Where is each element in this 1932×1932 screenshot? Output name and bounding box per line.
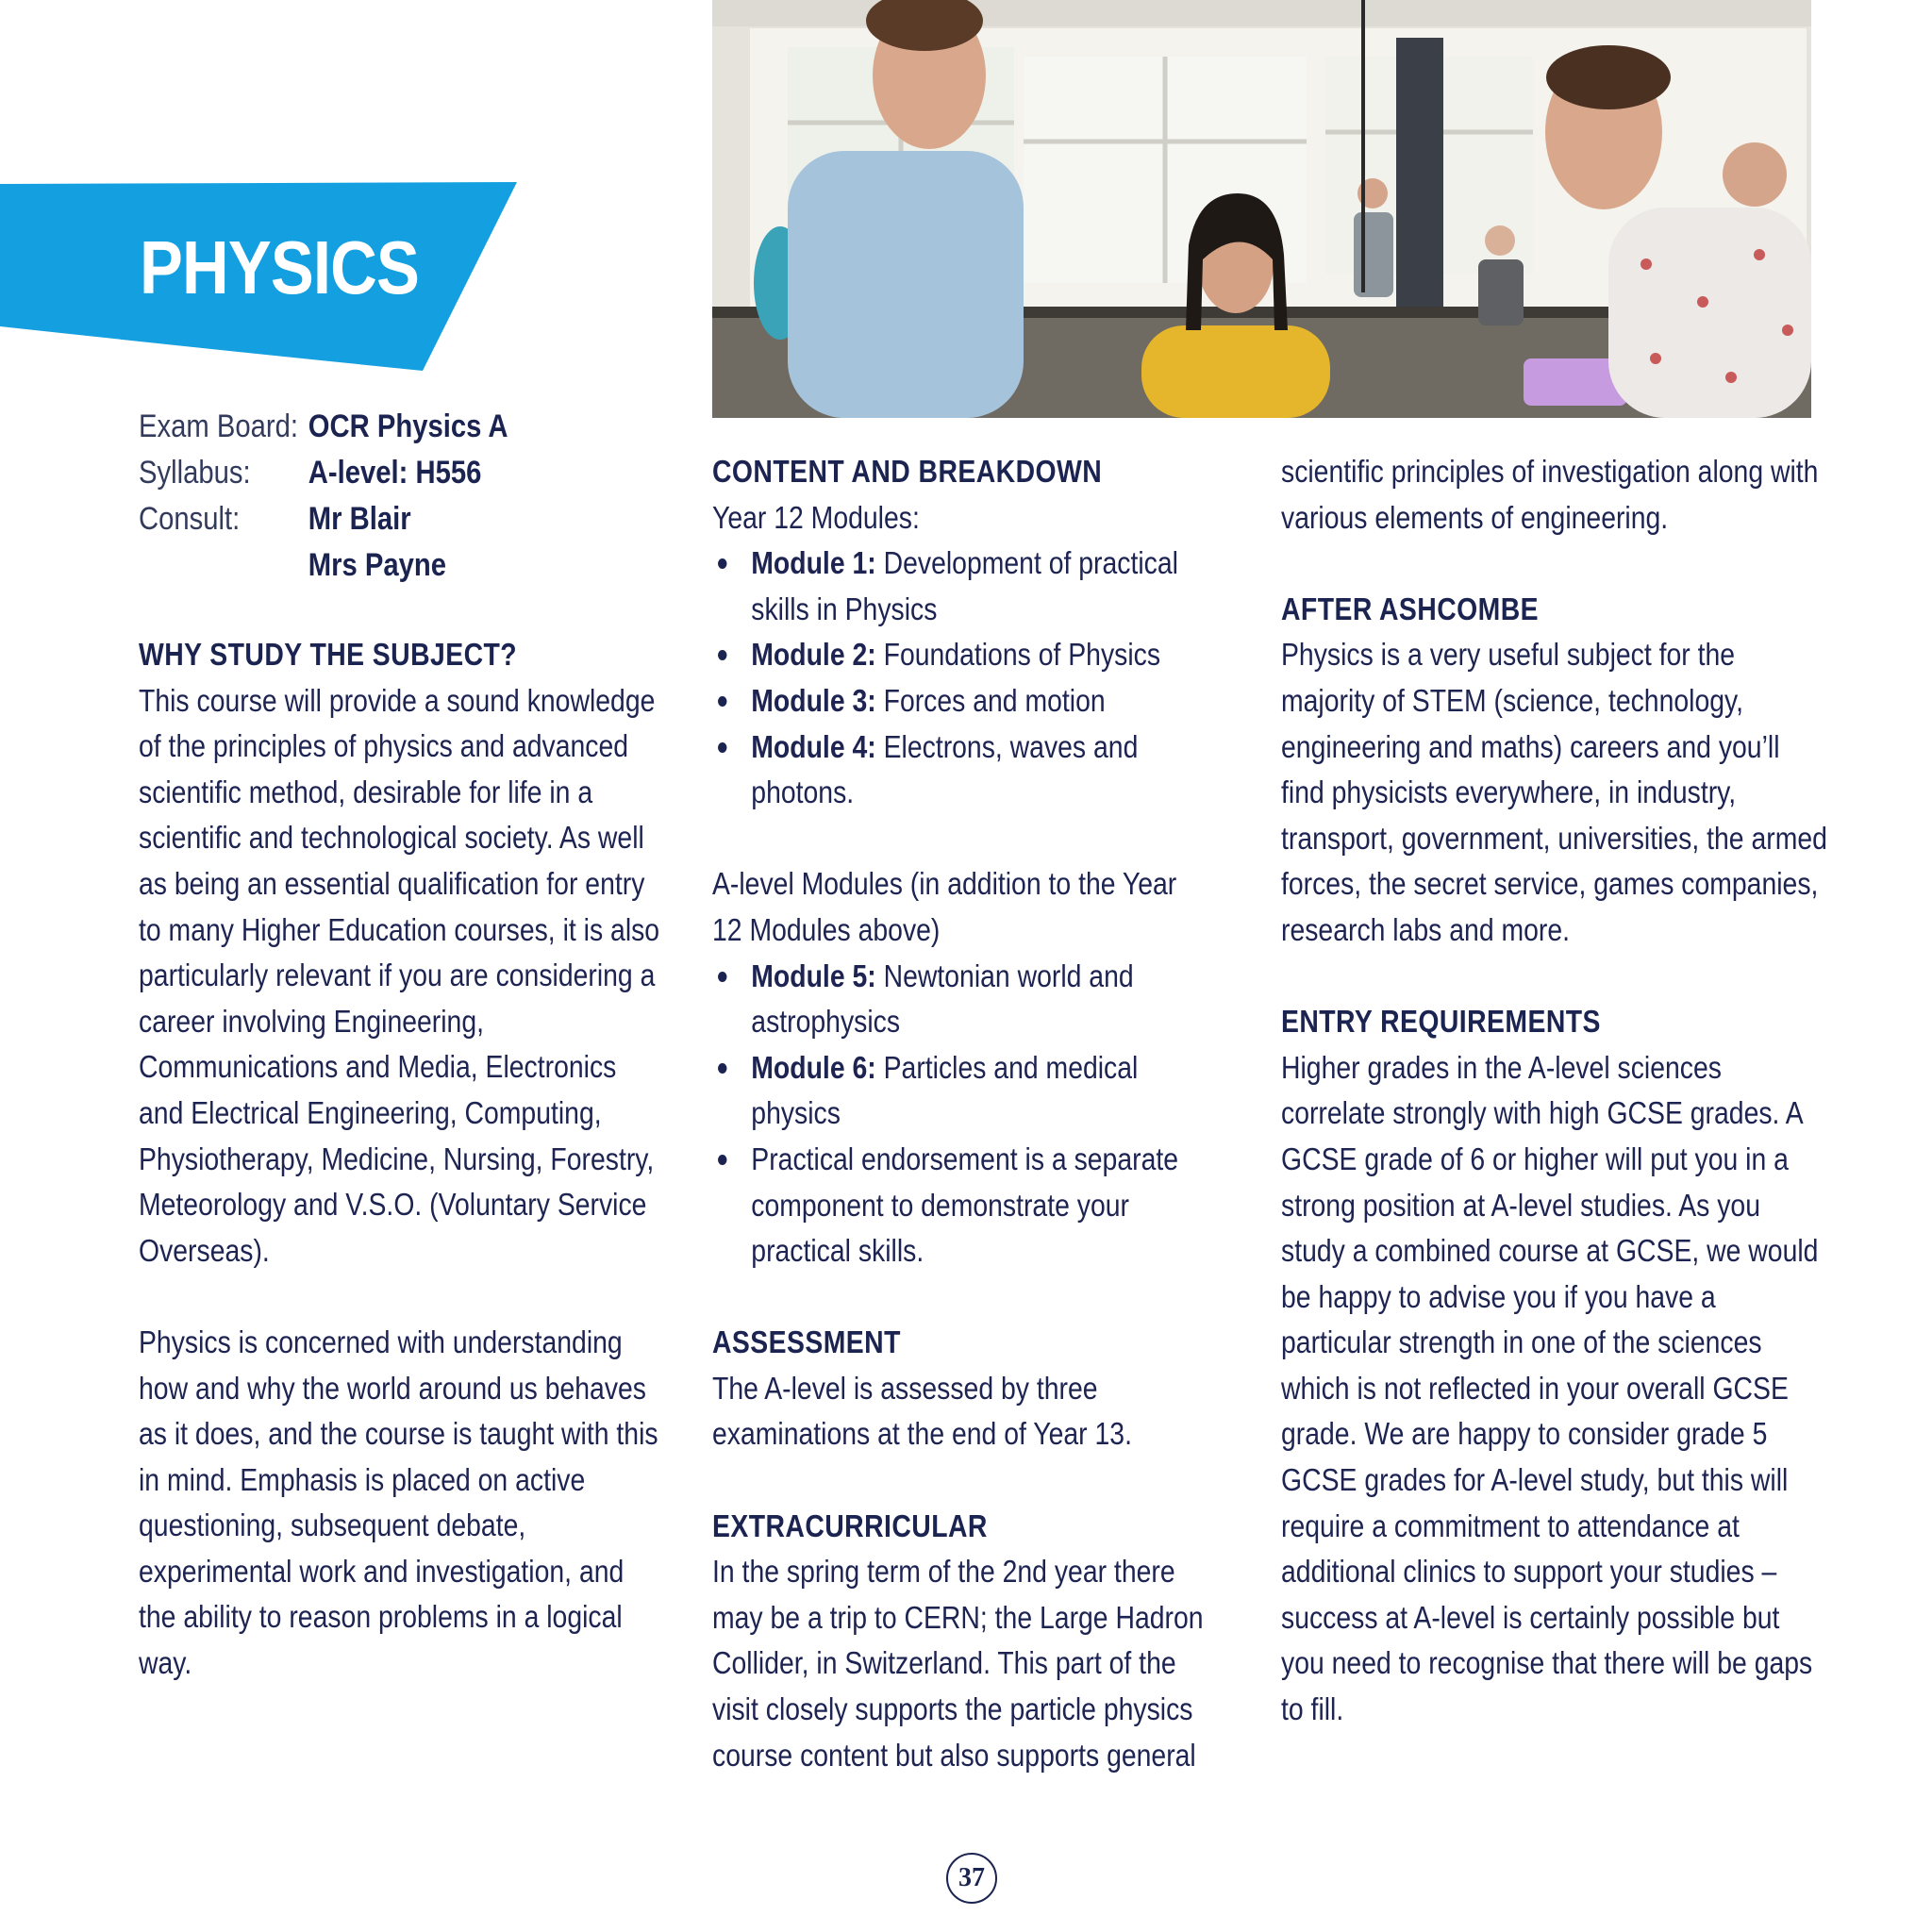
syllabus-label: Syllabus:	[139, 455, 251, 491]
physics-concern-text: Physics is concerned with understanding how and why the world around us behaves as it does, and the course is taught with this in mind. Emphasis is placed on active questioning, subsequent debate, experimental work and investigation, and the ability to reason problems in a logical way.	[139, 1324, 658, 1681]
list-item: Module 2: Foundations of Physics	[712, 632, 1208, 678]
list-item: Module 6: Particles and medical physics	[712, 1045, 1208, 1137]
after-ashcombe-heading: AFTER ASHCOMBE	[1281, 591, 1540, 626]
list-item: Module 3: Forces and motion	[712, 678, 1208, 724]
list-item: Module 1: Development of practical skills in Physics	[712, 541, 1208, 632]
why-study-heading: WHY STUDY THE SUBJECT?	[139, 637, 518, 672]
consult-row-2	[139, 542, 508, 589]
exam-board-label: Exam Board:	[139, 408, 299, 444]
assessment-text: The A-level is assessed by three examinations at the end of Year 13.	[712, 1370, 1132, 1452]
year12-intro: Year 12 Modules:	[712, 499, 920, 535]
list-item: Module 4: Electrons, waves and photons.	[712, 724, 1208, 816]
consult-row	[139, 496, 508, 542]
year12-module-list	[712, 541, 1208, 816]
list-item: Module 5: Newtonian world and astrophysics	[712, 954, 1208, 1045]
page-number: 37	[946, 1853, 997, 1904]
consult-value-2: Mrs Payne	[308, 547, 447, 583]
extracurricular-heading: EXTRACURRICULAR	[712, 1507, 988, 1543]
classroom-photo	[712, 0, 1811, 418]
content-heading: CONTENT AND BREAKDOWN	[712, 454, 1103, 489]
list-item: Practical endorsement is a separate component to demonstrate your practical skills.	[712, 1137, 1208, 1274]
column-right	[1281, 449, 1829, 1733]
syllabus-value: A-level: H556	[308, 455, 482, 491]
extracurricular-text: In the spring term of the 2nd year there may be a trip to CERN; the Large Hadron Collider, in Switzerland. This part of the visit closely supports the particle physics course content but also supports general	[712, 1554, 1204, 1773]
photo-illustration	[712, 0, 1811, 418]
course-meta	[139, 404, 508, 589]
after-ashcombe-text: Physics is a very useful subject for the majority of STEM (science, technology, engineering and maths) careers and you’ll find physicists everywhere, in industry, transport, government, universities, the armed forces, the secret service, games companies, research labs and more.	[1281, 637, 1827, 947]
entry-requirements-text: Higher grades in the A-level sciences correlate strongly with high GCSE grades. A GCSE grade of 6 or higher will put you in a strong position at A-level studies. As you study a combined course at GCSE, we would be happy to advise you if you have a particular strength in one of the sciences which is not reflected in your overall GCSE grade. We are happy to consider grade 5 GCSE grades for A-level study, but this will require a commitment to attendance at additional clinics to support your studies – success at A-level is certainly possible but you need to recognise that there will be gaps to fill.	[1281, 1049, 1819, 1727]
exam-board-value: OCR Physics A	[308, 408, 508, 444]
alevel-module-list	[712, 954, 1208, 1274]
syllabus-row	[139, 450, 508, 496]
page-title: PHYSICS	[140, 225, 420, 309]
assessment-heading: ASSESSMENT	[712, 1324, 901, 1360]
column-left	[139, 632, 662, 1687]
exam-board-row	[139, 404, 508, 450]
alevel-intro: A-level Modules (in addition to the Year 12 Modules above)	[712, 866, 1177, 947]
entry-requirements-heading: ENTRY REQUIREMENTS	[1281, 1004, 1601, 1040]
consult-label: Consult:	[139, 501, 241, 537]
title-banner	[0, 0, 528, 377]
consult-value-1: Mr Blair	[308, 501, 411, 537]
column-middle	[712, 449, 1208, 1778]
extracurricular-continued: scientific principles of investigation along with various elements of engineering.	[1281, 454, 1819, 535]
why-study-text: This course will provide a sound knowledge of the principles of physics and advanced scientific method, desirable for life in a scientific and technological society. As well as being an essential qualification for entry to many Higher Education courses, it is also particularly relevant if you are considering a career involving Engineering, Communications and Media, Electronics and Electrical Engineering, Computing, Physiotherapy, Medicine, Nursing, Forestry, Meteorology and V.S.O. (Voluntary Service Overseas).	[139, 682, 660, 1268]
